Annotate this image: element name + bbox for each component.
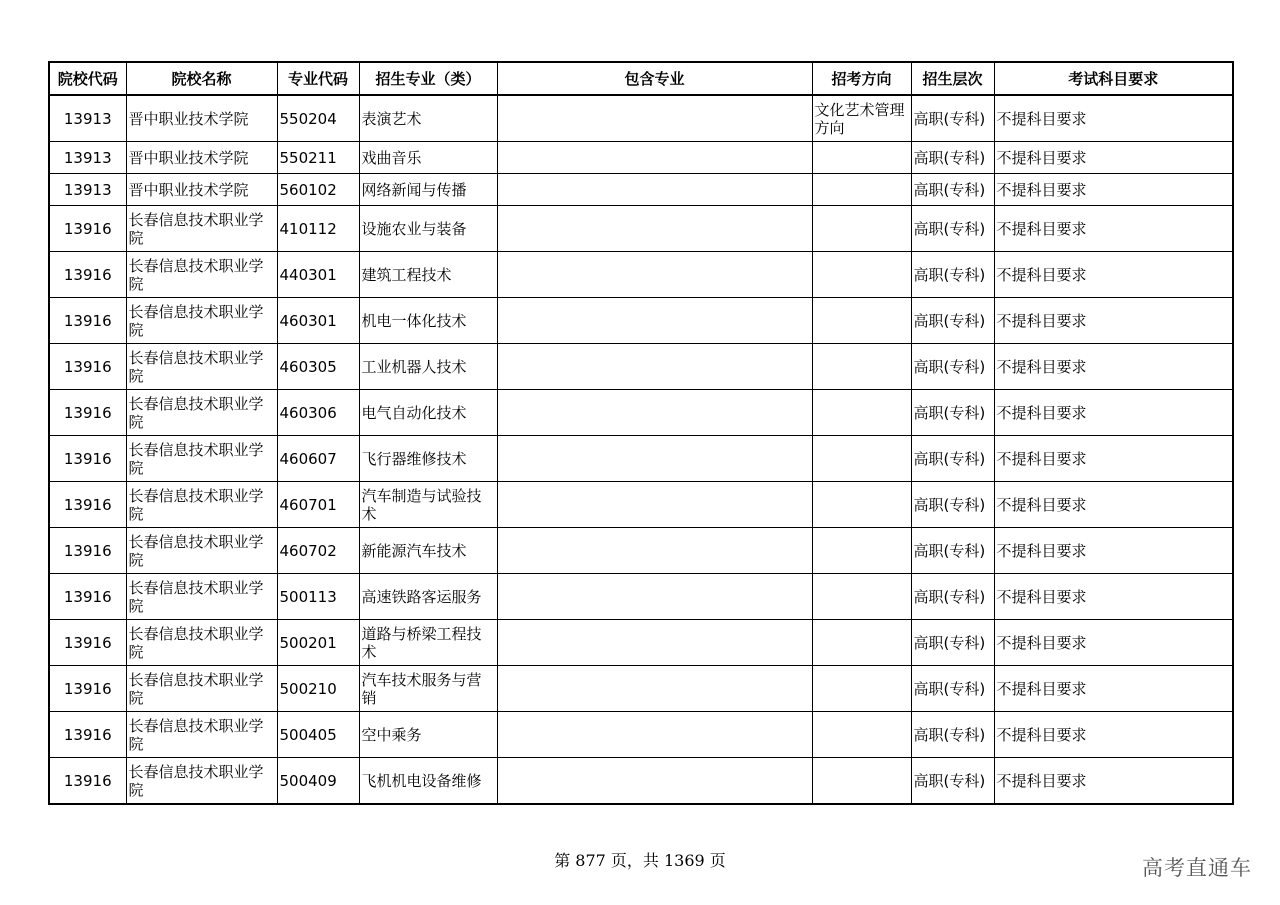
requirement-cell: 不提科目要求: [994, 298, 1233, 344]
requirement-cell: 不提科目要求: [994, 252, 1233, 298]
requirement-cell: 不提科目要求: [994, 528, 1233, 574]
level-cell: 高职(专科): [911, 252, 994, 298]
major-cell: 飞机机电设备维修: [359, 758, 497, 805]
requirement-cell: 不提科目要求: [994, 206, 1233, 252]
header-level: 招生层次: [911, 62, 994, 95]
school-code-cell: 13913: [49, 95, 126, 142]
school-code-cell: 13913: [49, 174, 126, 206]
table-row: [49, 95, 1233, 142]
table-row: [49, 344, 1233, 390]
direction-cell: [812, 206, 911, 252]
table-row: [49, 436, 1233, 482]
school-name-cell: 晋中职业技术学院: [126, 95, 277, 142]
direction-cell: [812, 620, 911, 666]
major-code-cell: 460702: [277, 528, 359, 574]
level-cell: 高职(专科): [911, 344, 994, 390]
requirement-cell: 不提科目要求: [994, 758, 1233, 805]
included-cell: [497, 298, 812, 344]
major-cell: 汽车技术服务与营销: [359, 666, 497, 712]
requirement-cell: 不提科目要求: [994, 712, 1233, 758]
major-code-cell: 410112: [277, 206, 359, 252]
table-row: [49, 666, 1233, 712]
direction-cell: [812, 436, 911, 482]
included-cell: [497, 252, 812, 298]
watermark: 高考直通车: [1142, 856, 1252, 880]
included-cell: [497, 142, 812, 174]
major-code-cell: 500201: [277, 620, 359, 666]
direction-cell: [812, 174, 911, 206]
major-code-cell: 550204: [277, 95, 359, 142]
school-code-cell: 13916: [49, 712, 126, 758]
table-row: [49, 574, 1233, 620]
school-name-cell: 长春信息技术职业学院: [126, 574, 277, 620]
school-code-cell: 13916: [49, 298, 126, 344]
included-cell: [497, 574, 812, 620]
major-cell: 工业机器人技术: [359, 344, 497, 390]
requirement-cell: 不提科目要求: [994, 142, 1233, 174]
school-code-cell: 13916: [49, 528, 126, 574]
table-row: [49, 142, 1233, 174]
requirement-cell: 不提科目要求: [994, 620, 1233, 666]
level-cell: 高职(专科): [911, 712, 994, 758]
major-code-cell: 550211: [277, 142, 359, 174]
included-cell: [497, 528, 812, 574]
school-name-cell: 长春信息技术职业学院: [126, 436, 277, 482]
included-cell: [497, 206, 812, 252]
level-cell: 高职(专科): [911, 758, 994, 805]
table-row: [49, 298, 1233, 344]
level-cell: 高职(专科): [911, 574, 994, 620]
direction-cell: [812, 712, 911, 758]
school-name-cell: 长春信息技术职业学院: [126, 666, 277, 712]
level-cell: 高职(专科): [911, 298, 994, 344]
major-cell: 建筑工程技术: [359, 252, 497, 298]
major-cell: 空中乘务: [359, 712, 497, 758]
page-number: 第 877 页，共 1369 页: [554, 851, 726, 870]
direction-cell: [812, 528, 911, 574]
table-row: [49, 528, 1233, 574]
school-name-cell: 晋中职业技术学院: [126, 142, 277, 174]
major-code-cell: 440301: [277, 252, 359, 298]
school-code-cell: 13916: [49, 666, 126, 712]
major-code-cell: 460701: [277, 482, 359, 528]
table-row: [49, 206, 1233, 252]
school-name-cell: 长春信息技术职业学院: [126, 482, 277, 528]
direction-cell: 文化艺术管理方向: [812, 95, 911, 142]
header-major: 招生专业（类）: [359, 62, 497, 95]
school-code-cell: 13916: [49, 758, 126, 805]
school-name-cell: 晋中职业技术学院: [126, 174, 277, 206]
included-cell: [497, 390, 812, 436]
major-cell: 道路与桥梁工程技术: [359, 620, 497, 666]
level-cell: 高职(专科): [911, 482, 994, 528]
included-cell: [497, 666, 812, 712]
major-code-cell: 560102: [277, 174, 359, 206]
level-cell: 高职(专科): [911, 95, 994, 142]
school-name-cell: 长春信息技术职业学院: [126, 206, 277, 252]
table-body: [49, 95, 1233, 804]
table-row: [49, 758, 1233, 805]
level-cell: 高职(专科): [911, 174, 994, 206]
school-code-cell: 13916: [49, 620, 126, 666]
major-code-cell: 460607: [277, 436, 359, 482]
major-code-cell: 500405: [277, 712, 359, 758]
included-cell: [497, 344, 812, 390]
school-name-cell: 长春信息技术职业学院: [126, 528, 277, 574]
admissions-table: [48, 61, 1234, 805]
included-cell: [497, 482, 812, 528]
requirement-cell: 不提科目要求: [994, 174, 1233, 206]
level-cell: 高职(专科): [911, 528, 994, 574]
included-cell: [497, 95, 812, 142]
requirement-cell: 不提科目要求: [994, 436, 1233, 482]
school-name-cell: 长春信息技术职业学院: [126, 758, 277, 805]
requirement-cell: 不提科目要求: [994, 482, 1233, 528]
major-code-cell: 460306: [277, 390, 359, 436]
direction-cell: [812, 758, 911, 805]
requirement-cell: 不提科目要求: [994, 574, 1233, 620]
major-cell: 机电一体化技术: [359, 298, 497, 344]
requirement-cell: 不提科目要求: [994, 666, 1233, 712]
included-cell: [497, 620, 812, 666]
direction-cell: [812, 390, 911, 436]
header-requirement: 考试科目要求: [994, 62, 1233, 95]
major-code-cell: 500409: [277, 758, 359, 805]
major-cell: 新能源汽车技术: [359, 528, 497, 574]
major-cell: 设施农业与装备: [359, 206, 497, 252]
major-cell: 汽车制造与试验技术: [359, 482, 497, 528]
major-cell: 飞行器维修技术: [359, 436, 497, 482]
major-cell: 电气自动化技术: [359, 390, 497, 436]
included-cell: [497, 758, 812, 805]
header-direction: 招考方向: [812, 62, 911, 95]
school-code-cell: 13916: [49, 574, 126, 620]
table-row: [49, 712, 1233, 758]
included-cell: [497, 712, 812, 758]
table-row: [49, 252, 1233, 298]
level-cell: 高职(专科): [911, 436, 994, 482]
major-cell: 戏曲音乐: [359, 142, 497, 174]
school-name-cell: 长春信息技术职业学院: [126, 712, 277, 758]
table-row: [49, 174, 1233, 206]
major-code-cell: 500210: [277, 666, 359, 712]
direction-cell: [812, 666, 911, 712]
table-row: [49, 482, 1233, 528]
direction-cell: [812, 298, 911, 344]
level-cell: 高职(专科): [911, 206, 994, 252]
table-row: [49, 390, 1233, 436]
major-code-cell: 460301: [277, 298, 359, 344]
school-name-cell: 长春信息技术职业学院: [126, 390, 277, 436]
school-name-cell: 长春信息技术职业学院: [126, 252, 277, 298]
level-cell: 高职(专科): [911, 620, 994, 666]
header-school-code: 院校代码: [49, 62, 126, 95]
major-cell: 表演艺术: [359, 95, 497, 142]
direction-cell: [812, 252, 911, 298]
school-code-cell: 13916: [49, 482, 126, 528]
major-cell: 网络新闻与传播: [359, 174, 497, 206]
included-cell: [497, 174, 812, 206]
school-code-cell: 13916: [49, 436, 126, 482]
direction-cell: [812, 574, 911, 620]
school-code-cell: 13916: [49, 252, 126, 298]
major-code-cell: 500113: [277, 574, 359, 620]
level-cell: 高职(专科): [911, 666, 994, 712]
direction-cell: [812, 142, 911, 174]
level-cell: 高职(专科): [911, 390, 994, 436]
level-cell: 高职(专科): [911, 142, 994, 174]
school-name-cell: 长春信息技术职业学院: [126, 344, 277, 390]
major-cell: 高速铁路客运服务: [359, 574, 497, 620]
requirement-cell: 不提科目要求: [994, 344, 1233, 390]
school-code-cell: 13916: [49, 206, 126, 252]
school-code-cell: 13913: [49, 142, 126, 174]
table-row: [49, 620, 1233, 666]
requirement-cell: 不提科目要求: [994, 95, 1233, 142]
direction-cell: [812, 344, 911, 390]
requirement-cell: 不提科目要求: [994, 390, 1233, 436]
header-included: 包含专业: [497, 62, 812, 95]
header-major-code: 专业代码: [277, 62, 359, 95]
header-school-name: 院校名称: [126, 62, 277, 95]
school-code-cell: 13916: [49, 390, 126, 436]
direction-cell: [812, 482, 911, 528]
school-code-cell: 13916: [49, 344, 126, 390]
major-code-cell: 460305: [277, 344, 359, 390]
school-name-cell: 长春信息技术职业学院: [126, 298, 277, 344]
school-name-cell: 长春信息技术职业学院: [126, 620, 277, 666]
included-cell: [497, 436, 812, 482]
header-row: [49, 62, 1233, 95]
